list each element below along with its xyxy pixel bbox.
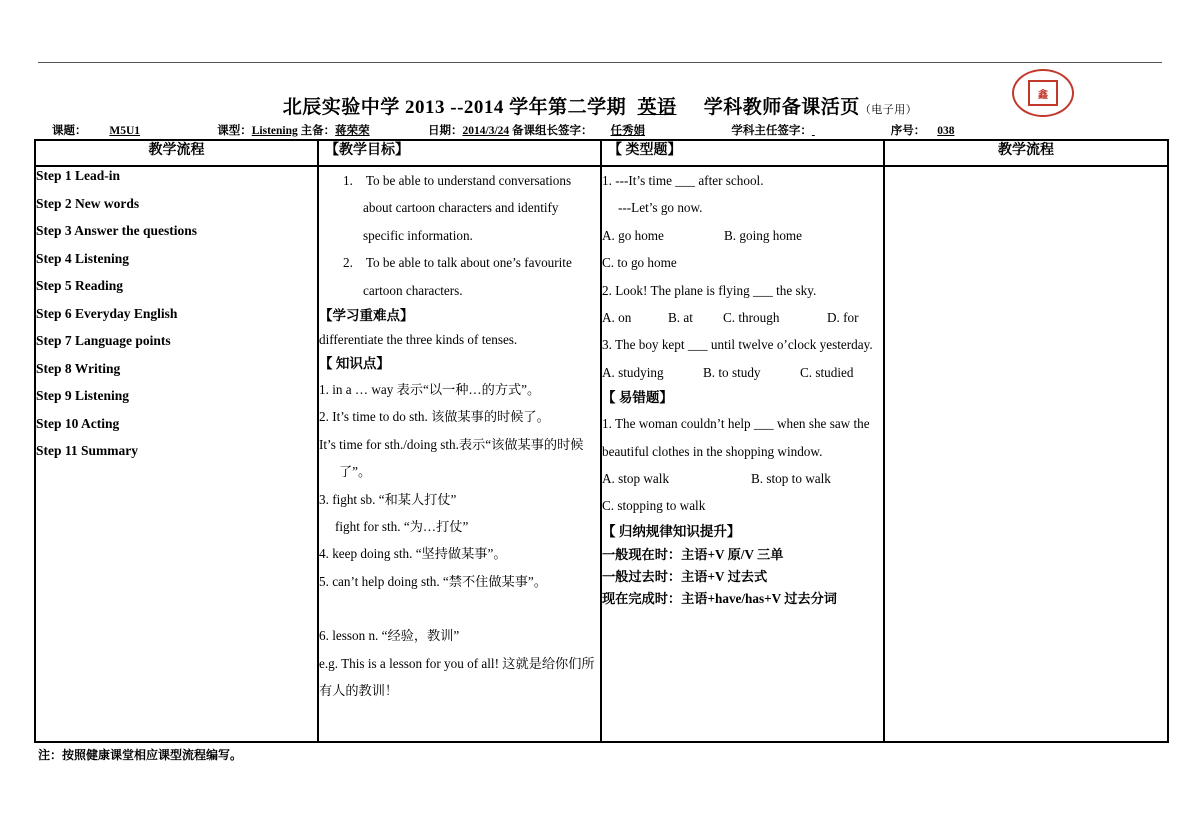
options-row [602, 359, 883, 386]
question: 3. The boy kept ___ until twelve o’clock yesterday. [602, 337, 873, 353]
top-rule [38, 62, 1162, 63]
option: C. stopping to walk [602, 498, 706, 514]
step-item: Step 11 Summary [36, 443, 139, 458]
objective-num: 2. [343, 255, 353, 271]
objective-text: To be able to understand conversations about cartoon characters and identify specific information. [363, 173, 572, 243]
step-item: Step 9 Listening [36, 388, 130, 403]
knowledge-point: 5. can’t help doing sth. “禁不住做某事”。 [319, 573, 547, 589]
knowledge-point: 6. lesson n. “经验，教训” [319, 628, 460, 644]
knowledge-point: 1. in a … way 表示“以一种…的方式”。 [319, 382, 541, 398]
objectives-cell [318, 166, 601, 742]
footer-note: 注：按照健康课堂相应课型流程编写。 [38, 748, 243, 762]
exercises-cell [601, 166, 884, 742]
option: A. stop walk [602, 471, 670, 487]
director-value [812, 125, 882, 137]
title-subject: 英语 [637, 97, 677, 118]
objective-num: 1. [343, 173, 353, 188]
knowledge-point: e.g. This is a lesson for you of all! 这就是给你们所有人的教训！ [319, 655, 595, 699]
seal-mark: 鑫 [1028, 80, 1058, 106]
step-item: Step 3 Answer the questions [36, 223, 198, 238]
steps-cell [35, 166, 318, 742]
step-item: Step 2 New words [36, 195, 140, 211]
spacer [319, 595, 600, 622]
title-small: （电子用） [859, 104, 918, 116]
knowledge-point: 2. It’s time to do sth. 该做某事的时候了。 [319, 409, 550, 425]
knowledge-point: 4. keep doing sth. “坚持做某事”。 [319, 546, 507, 562]
school-seal [1012, 69, 1074, 117]
prepared-value: 蒋荣荣 [335, 125, 370, 137]
options-row [602, 465, 883, 492]
option: B. going home [724, 227, 803, 243]
question: 2. Look! The plane is flying ___ the sky. [602, 282, 817, 298]
summary-line: 一般过去时：主语+V 过去式 [602, 568, 768, 584]
col1-header: 教学流程 [35, 140, 318, 166]
step-item: Step 8 Writing [36, 360, 121, 376]
step-item: Step 5 Reading [36, 278, 124, 293]
leader-label: 备课组长签字： [512, 125, 593, 137]
type-value: Listening [251, 125, 298, 137]
question: ---Let’s go now. [618, 200, 703, 216]
step-item: Step 10 Acting [36, 415, 120, 431]
option: C. studied [800, 364, 854, 380]
notes-cell [884, 166, 1168, 742]
option: B. at [668, 310, 693, 326]
step-item: Step 6 Everyday English [36, 305, 178, 321]
objective-item [319, 167, 600, 249]
difficulty-text: differentiate the three kinds of tenses. [319, 332, 518, 348]
title-rest: 学科教师备课活页 [703, 97, 860, 118]
knowledge-point: fight for sth. “为…打仗” [335, 519, 469, 535]
option: B. stop to walk [751, 471, 831, 487]
meta-row [52, 122, 1162, 138]
option: B. to study [703, 364, 761, 380]
question: 1. The woman couldn’t help ___ when she saw the beautiful clothes in the shopping window. [602, 416, 870, 459]
date-value: 2014/3/24 [462, 125, 510, 137]
summary-line: 现在完成时：主语+have/has+V 过去分词 [602, 590, 837, 606]
knowledge-point: 3. fight sb. “和某人打仗” [319, 491, 457, 507]
option: A. go home [602, 227, 664, 243]
options-row [602, 304, 883, 331]
option: C. through [723, 310, 780, 326]
error-title: 【 易错题】 [602, 390, 673, 406]
objective-item [319, 249, 600, 304]
knowledge-point: It’s time for sth./doing sth.表示“该做某事的时候了”。 [319, 436, 584, 480]
option: A. studying [602, 364, 664, 380]
step-item: Step 4 Listening [36, 250, 130, 266]
title-main: 北辰实验中学 2013 --2014 学年第二学期 [282, 97, 627, 118]
option: C. to go home [602, 255, 677, 271]
col4-header: 教学流程 [884, 140, 1168, 166]
director-label: 学科主任签字： [731, 125, 812, 137]
summary-title: 【 归纳规律知识提升】 [602, 523, 741, 539]
prepared-label: 主备： [300, 125, 336, 137]
lesson-table [34, 139, 1169, 743]
knowledge-title: 【 知识点】 [319, 356, 390, 372]
step-item: Step 1 Lead-in [36, 168, 121, 183]
topic-value: M5U1 [109, 125, 141, 137]
step-item: Step 7 Language points [36, 333, 171, 348]
col2-header: 【教学目标】 [318, 140, 601, 166]
serial-value: 038 [937, 125, 955, 137]
option: D. for [827, 310, 859, 326]
col3-header: 【 类型题】 [601, 140, 884, 166]
leader-value: 任秀娟 [610, 125, 646, 137]
summary-line: 一般现在时：主语+V 原/V 三单 [602, 546, 784, 562]
objective-text: To be able to talk about one’s favourite cartoon characters. [363, 255, 572, 298]
options-row [602, 222, 883, 249]
topic-label: 课题： [52, 125, 87, 137]
date-label: 日期： [428, 125, 463, 137]
question: 1. ---It’s time ___ after school. [602, 173, 764, 188]
option: A. on [602, 310, 632, 326]
type-label: 课型： [217, 125, 252, 137]
difficulty-title: 【学习重难点】 [319, 308, 414, 324]
serial-label: 序号： [890, 125, 926, 137]
